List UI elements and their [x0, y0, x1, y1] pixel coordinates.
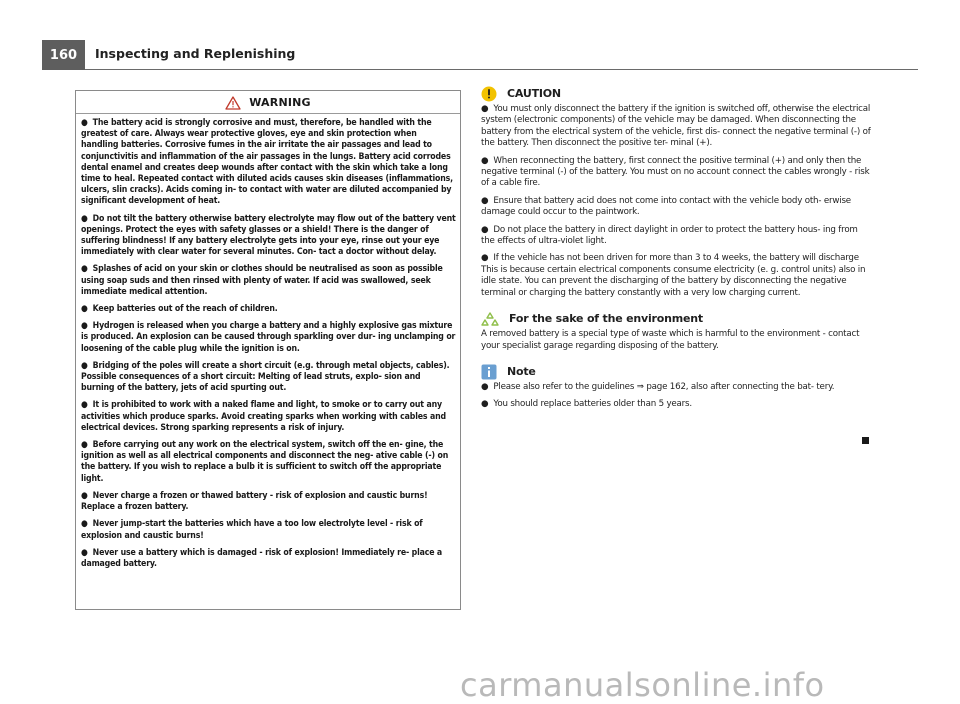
- warning-item-text: It is prohibited to work with a naked flame and light, to smoke or to carry out any activities which produce sparks. Avoid creating sparks when working with cables and electrical devices. Strong sparking represents a risk of injury.: [81, 400, 446, 433]
- warning-item-text: Keep batteries out of the reach of children.: [92, 304, 278, 315]
- warning-triangle-icon: [225, 95, 241, 109]
- caution-item: [481, 196, 871, 219]
- bullet-icon: ●: [481, 195, 489, 206]
- warning-item: [81, 321, 456, 355]
- caution-item-text: Ensure that battery acid does not come into contact with the vehicle body oth- erwise damage could occur to the paintwork.: [481, 195, 851, 218]
- warning-title: WARNING: [249, 95, 311, 109]
- bullet-icon: ●: [481, 155, 489, 166]
- warning-item: [81, 361, 456, 395]
- bullet-icon: ●: [81, 400, 88, 411]
- bullet-icon: ●: [481, 224, 489, 235]
- recycle-environment-icon: [481, 311, 499, 327]
- environment-title: For the sake of the environment: [509, 312, 703, 326]
- bullet-icon: ●: [81, 264, 88, 275]
- bullet-icon: ●: [81, 519, 88, 530]
- warning-item-text: The battery acid is strongly corrosive and must, therefore, be handled with the greatest of care. Always wear protective gloves, eye and skin protection when handling batteries. Corrosive fumes in the air irritate the air passages and lead to conjunctivitis and inflammation of the air passages in the lungs. Battery acid corrodes dental enamel and creates deep wounds after contact with the skin which take a long time to heal. Repeated contact with diluted acids causes skin diseases (inflammations, ulcers, slin cracks). Acids coming in- to contact with water are diluted accompanied by significant development of heat.: [81, 118, 453, 207]
- caution-exclamation-icon: [481, 86, 497, 102]
- warning-item: [81, 264, 456, 298]
- note-title: Note: [507, 365, 536, 379]
- bullet-icon: ●: [481, 104, 489, 114]
- header-divider: [85, 69, 918, 70]
- note-item: [481, 382, 871, 393]
- bullet-icon: ●: [481, 253, 489, 264]
- warning-item: [81, 491, 456, 513]
- right-column: [481, 86, 871, 417]
- note-item-text: You should replace batteries older than 5 years.: [493, 399, 692, 410]
- environment-text: A removed battery is a special type of waste which is harmful to the environment - contact your specialist garage regarding disposing of the battery.: [481, 329, 860, 351]
- warning-item: [81, 304, 456, 315]
- warning-item-text: Before carrying out any work on the electrical system, switch off the en- gine, the ignition as well as all electrical components and disconnect the neg- ative cable (-) on the battery. If you wish to replace a bulb it is sufficient to switch off the appropriate light.: [81, 440, 449, 484]
- caution-item: [481, 156, 871, 190]
- warning-item-text: Do not tilt the battery otherwise battery electrolyte may flow out of the battery vent openings. Protect the eyes with safety glasses or a shield! There is the danger of suffering blindness! If any battery electrolyte gets into your eye, rinse out your eye immediately with clear water for several minutes. Con- tact a doctor without delay.: [81, 213, 456, 258]
- page-title: Inspecting and Replenishing: [95, 46, 296, 61]
- bullet-icon: ●: [481, 381, 489, 392]
- caution-item-text: You must only disconnect the battery if the ignition is switched off, otherwise the electrical system (electronic components) of the vehicle may be damaged. When disconnecting the battery from the electrical system of the vehicle, first dis- connect the negative terminal (-) of the battery. Then disconnect the positive ter- minal (+).: [481, 104, 871, 149]
- watermark: carmanualsonline.info: [460, 666, 825, 704]
- warning-item: [81, 400, 456, 434]
- caution-item: [481, 225, 871, 248]
- warning-item: [81, 118, 456, 208]
- bullet-icon: ●: [81, 321, 88, 332]
- warning-item: [81, 519, 456, 541]
- warning-box: [75, 90, 461, 610]
- note-item-text: Please also refer to the guidelines ⇒ page 162, also after connecting the bat- tery.: [493, 381, 835, 392]
- bullet-icon: ●: [81, 118, 88, 128]
- warning-item-text: Bridging of the poles will create a short circuit (e.g. through metal objects, cables). Possible consequences of a short circuit: Melting of lead struts, explo- sion and burning of the battery, jets of acid spurting out.: [81, 360, 450, 394]
- note-header: [481, 364, 871, 380]
- caution-item-text: When reconnecting the battery, first connect the positive terminal (+) and only then the negative terminal (-) of the battery. You must on no account connect the cables wrongly - risk of a cable fire.: [481, 155, 870, 189]
- warning-item: [81, 440, 456, 485]
- bullet-icon: ●: [81, 304, 88, 315]
- bullet-icon: ●: [81, 360, 88, 371]
- bullet-icon: ●: [81, 490, 88, 501]
- warning-item-text: Never charge a frozen or thawed battery - risk of explosion and caustic burns! Replace a frozen battery.: [81, 490, 428, 513]
- warning-item-text: Never jump-start the batteries which have a too low electrolyte level - risk of explosion and caustic burns!: [81, 519, 423, 541]
- warning-item: [81, 548, 456, 570]
- info-note-icon: [481, 364, 497, 380]
- section-end-marker: [862, 437, 869, 444]
- caution-item-text: If the vehicle has not been driven for more than 3 to 4 weeks, the battery will discharge This is because certain electrical components consume electricity (e. g. control units) also in idle state. You can prevent the discharging of the battery by disconnecting the negative terminal or charging the battery constantly with a very low charging current.: [481, 253, 866, 298]
- caution-item: [481, 253, 871, 299]
- warning-list: [76, 114, 460, 570]
- caution-header: [481, 86, 871, 102]
- warning-item: [81, 214, 456, 259]
- bullet-icon: ●: [481, 399, 489, 410]
- bullet-icon: ●: [81, 440, 88, 451]
- page-number: 160: [42, 40, 85, 70]
- warning-item-text: Never use a battery which is damaged - risk of explosion! Immediately re- place a damaged battery.: [81, 547, 443, 569]
- warning-header: [76, 91, 460, 114]
- bullet-icon: ●: [81, 547, 88, 558]
- warning-item-text: Splashes of acid on your skin or clothes should be neutralised as soon as possible using soap suds and then rinsed with plenty of water. If acid was swallowed, seek immediate medical attention.: [81, 264, 443, 297]
- warning-item-text: Hydrogen is released when you charge a battery and a highly explosive gas mixture is produced. An explosion can be caused through sparkling over dur- ing unclamping or loosening of the cable plug while the ignition is on.: [81, 321, 456, 354]
- caution-item: [481, 104, 871, 150]
- note-item: [481, 399, 871, 410]
- caution-item-text: Do not place the battery in direct daylight in order to protect the battery hous- ing from the effects of ultra-violet light.: [481, 224, 858, 247]
- caution-title: CAUTION: [507, 87, 561, 101]
- bullet-icon: ●: [81, 213, 88, 224]
- environment-header: [481, 311, 871, 327]
